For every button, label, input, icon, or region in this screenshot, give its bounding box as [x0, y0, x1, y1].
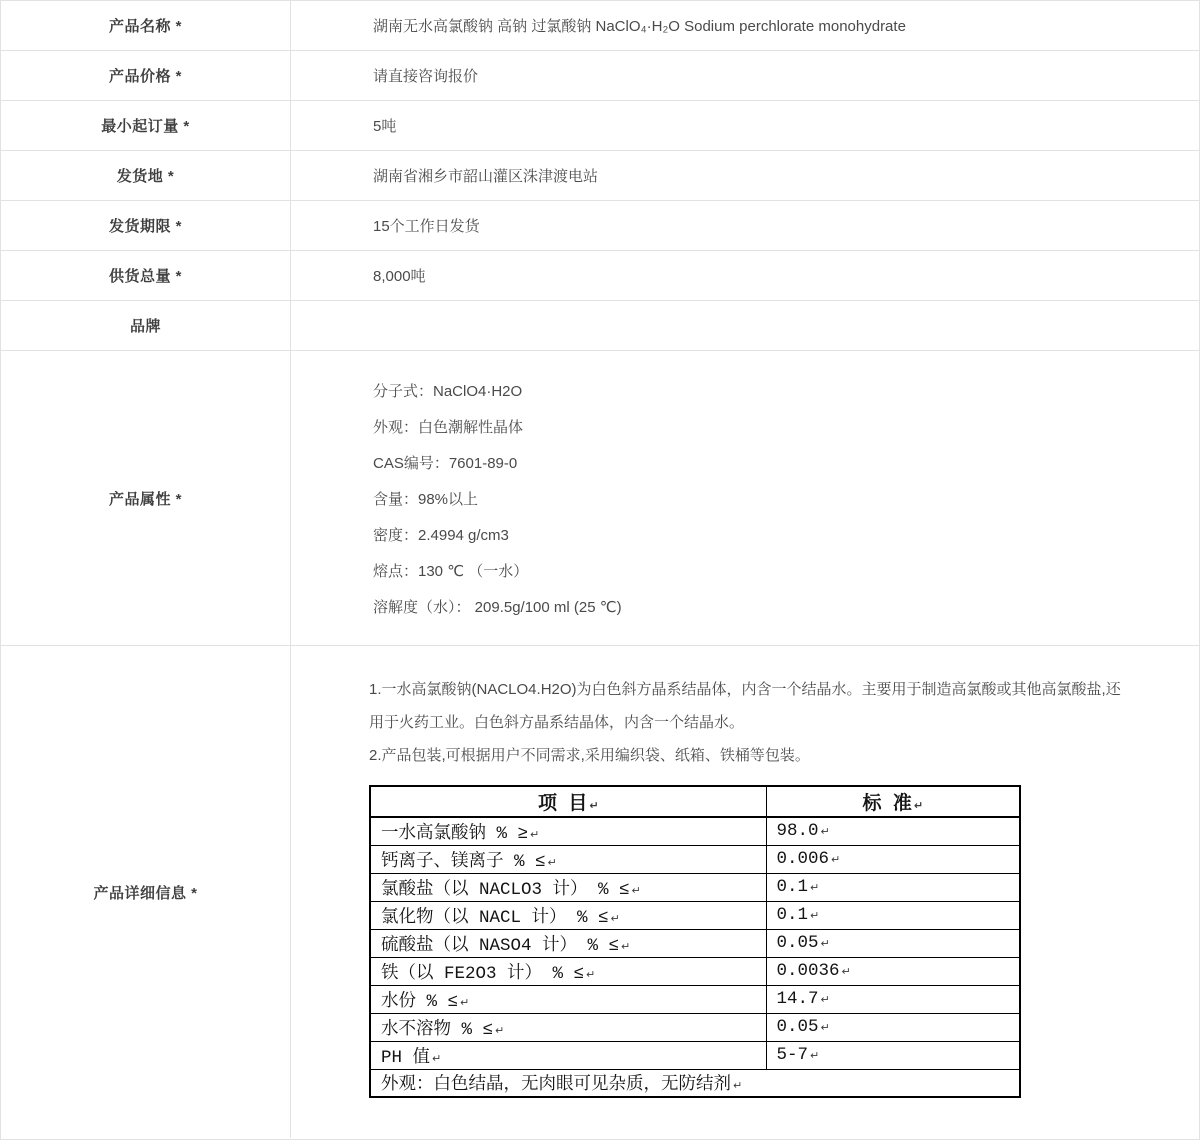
spec-value — [766, 845, 1020, 873]
spec-header-item — [370, 786, 766, 817]
paragraph-mark-icon: ↵ — [810, 1049, 820, 1062]
paragraph-mark-icon: ↵ — [820, 825, 830, 839]
row-label-product-name: 产品名称 * — [1, 1, 291, 50]
spec-item-text: 硫酸盐（以 NASO4 计） % ≤ — [381, 935, 620, 956]
row-value-product-name: 湖南无水高氯酸钠 高钠 过氯酸钠 NaClO₄·H₂O Sodium perchlorate monohydrate — [373, 18, 906, 35]
spec-item — [370, 1013, 766, 1041]
paragraph-mark-icon: ↵ — [495, 1023, 505, 1037]
row-label-product-details: 产品详细信息 * — [1, 646, 291, 1138]
row-value-min-order: 5吨 — [373, 118, 397, 135]
table-row-product-price — [1, 51, 1199, 101]
spec-value-text: 0.05 — [776, 933, 819, 953]
spec-item — [370, 845, 766, 873]
spec-value — [766, 873, 1020, 901]
spec-header-standard-text: 标 准 — [862, 793, 912, 815]
spec-value — [766, 1013, 1020, 1041]
row-value-brand — [291, 301, 1199, 350]
paragraph-mark-icon: ↵ — [589, 799, 599, 812]
spec-row-monohydrate — [370, 817, 1020, 845]
spec-value-text: 5-7 — [776, 1045, 809, 1065]
spec-item — [370, 1041, 766, 1069]
attr-melting-point: 熔点：130 ℃ （一水） — [373, 563, 529, 580]
paragraph-mark-icon: ↵ — [733, 1079, 743, 1093]
table-row-brand — [1, 301, 1199, 351]
paragraph-mark-icon: ↵ — [610, 911, 620, 925]
spec-item-text: 氯化物（以 NACL 计） % ≤ — [381, 907, 609, 928]
spec-header-row — [370, 786, 1020, 817]
spec-row-water-insoluble — [370, 1013, 1020, 1041]
spec-row-moisture — [370, 985, 1020, 1013]
spec-value-text: 0.006 — [776, 849, 830, 869]
paragraph-mark-icon: ↵ — [621, 939, 631, 953]
spec-row-chloride — [370, 901, 1020, 929]
spec-item — [370, 985, 766, 1013]
spec-row-appearance — [370, 1069, 1020, 1097]
paragraph-mark-icon: ↵ — [631, 883, 641, 897]
spec-table — [369, 785, 1021, 1098]
attr-cas-number: CAS编号：7601-89-0 — [373, 455, 518, 472]
spec-value-text: 0.0036 — [776, 961, 840, 981]
row-label-ship-origin: 发货地 * — [1, 151, 291, 200]
table-row-product-details — [1, 646, 1199, 1138]
row-label-brand: 品牌 — [1, 301, 291, 350]
spec-value-text: 0.05 — [776, 1017, 819, 1037]
spec-row-chlorate — [370, 873, 1020, 901]
attr-molecular-formula: 分子式：NaClO4·H2O — [373, 383, 523, 400]
attr-appearance: 外观：白色潮解性晶体 — [373, 419, 524, 436]
paragraph-mark-icon: ↵ — [820, 993, 830, 1006]
row-label-total-supply: 供货总量 * — [1, 251, 291, 300]
spec-item-text: 铁（以 FE2O3 计） % ≤ — [381, 963, 585, 984]
paragraph-mark-icon: ↵ — [810, 909, 820, 922]
spec-footer — [370, 1069, 1020, 1097]
paragraph-mark-icon: ↵ — [820, 1021, 830, 1034]
spec-value — [766, 985, 1020, 1013]
spec-item — [370, 901, 766, 929]
spec-item-text: 氯酸盐（以 NACLO3 计） % ≤ — [381, 879, 630, 900]
spec-item-text: 钙离子、镁离子 % ≤ — [381, 851, 546, 872]
paragraph-mark-icon: ↵ — [820, 937, 830, 950]
paragraph-mark-icon: ↵ — [831, 853, 841, 866]
spec-value — [766, 957, 1020, 985]
row-value-product-details — [291, 646, 1199, 1138]
spec-item-text: 水份 % ≤ — [381, 991, 459, 1012]
attr-solubility: 溶解度（水）： 209.5g/100 ml (25 ℃) — [373, 599, 622, 616]
details-paragraph-2: 2.产品包装,可根据用户不同需求,采用编织袋、纸箱、铁桶等包装。 — [369, 747, 810, 764]
spec-value — [766, 1041, 1020, 1069]
spec-value-text: 0.1 — [776, 877, 809, 897]
row-value-product-attributes — [291, 351, 1199, 645]
spec-item-text: 一水高氯酸钠 % ≥ — [381, 823, 529, 844]
table-row-delivery-period — [1, 201, 1199, 251]
paragraph-mark-icon: ↵ — [432, 1051, 442, 1065]
row-value-product-price: 请直接咨询报价 — [373, 68, 479, 85]
paragraph-mark-icon: ↵ — [810, 881, 820, 894]
row-label-product-attributes: 产品属性 * — [1, 351, 291, 645]
paragraph-mark-icon: ↵ — [547, 855, 557, 869]
spec-value — [766, 901, 1020, 929]
spec-value-text: 0.1 — [776, 905, 809, 925]
spec-value — [766, 929, 1020, 957]
spec-row-ph — [370, 1041, 1020, 1069]
spec-item-text: 水不溶物 % ≤ — [381, 1019, 494, 1040]
table-row-product-name — [1, 1, 1199, 51]
row-value-total-supply: 8,000吨 — [373, 268, 426, 285]
spec-item — [370, 957, 766, 985]
table-row-total-supply — [1, 251, 1199, 301]
row-value-ship-origin: 湖南省湘乡市韶山灌区洙津渡电站 — [373, 168, 599, 185]
spec-item — [370, 873, 766, 901]
spec-value — [766, 817, 1020, 845]
spec-row-sulfate — [370, 929, 1020, 957]
spec-item — [370, 929, 766, 957]
paragraph-mark-icon: ↵ — [841, 965, 851, 978]
spec-item-text: PH 值 — [381, 1047, 431, 1068]
table-row-min-order — [1, 101, 1199, 151]
spec-header-item-text: 项 目 — [537, 793, 588, 815]
attr-content: 含量：98%以上 — [373, 491, 479, 508]
table-row-ship-origin — [1, 151, 1199, 201]
spec-value-text: 14.7 — [776, 989, 819, 1009]
row-label-product-price: 产品价格 * — [1, 51, 291, 100]
attr-density: 密度：2.4994 g/cm3 — [373, 527, 509, 544]
spec-value-text: 98.0 — [776, 821, 819, 842]
spec-row-iron — [370, 957, 1020, 985]
paragraph-mark-icon: ↵ — [530, 827, 540, 841]
spec-row-ca-mg-ions — [370, 845, 1020, 873]
paragraph-mark-icon: ↵ — [460, 995, 470, 1009]
spec-header-standard — [766, 786, 1020, 817]
spec-footer-text: 外观：白色结晶，无肉眼可见杂质，无防结剂 — [381, 1075, 731, 1096]
row-label-min-order: 最小起订量 * — [1, 101, 291, 150]
table-row-product-attributes — [1, 351, 1199, 646]
paragraph-mark-icon: ↵ — [913, 799, 924, 812]
paragraph-mark-icon: ↵ — [586, 967, 596, 981]
details-paragraph-1: 1.一水高氯酸钠(NACLO4.H2O)为白色斜方晶系结晶体，内含一个结晶水。主要用于制造高氯酸或其他高氯酸盐,还用于火药工业。白色斜方晶系结晶体，内含一个结晶水。 — [369, 681, 1121, 731]
row-value-delivery-period: 15个工作日发货 — [373, 218, 480, 235]
row-label-delivery-period: 发货期限 * — [1, 201, 291, 250]
spec-item — [370, 817, 766, 845]
